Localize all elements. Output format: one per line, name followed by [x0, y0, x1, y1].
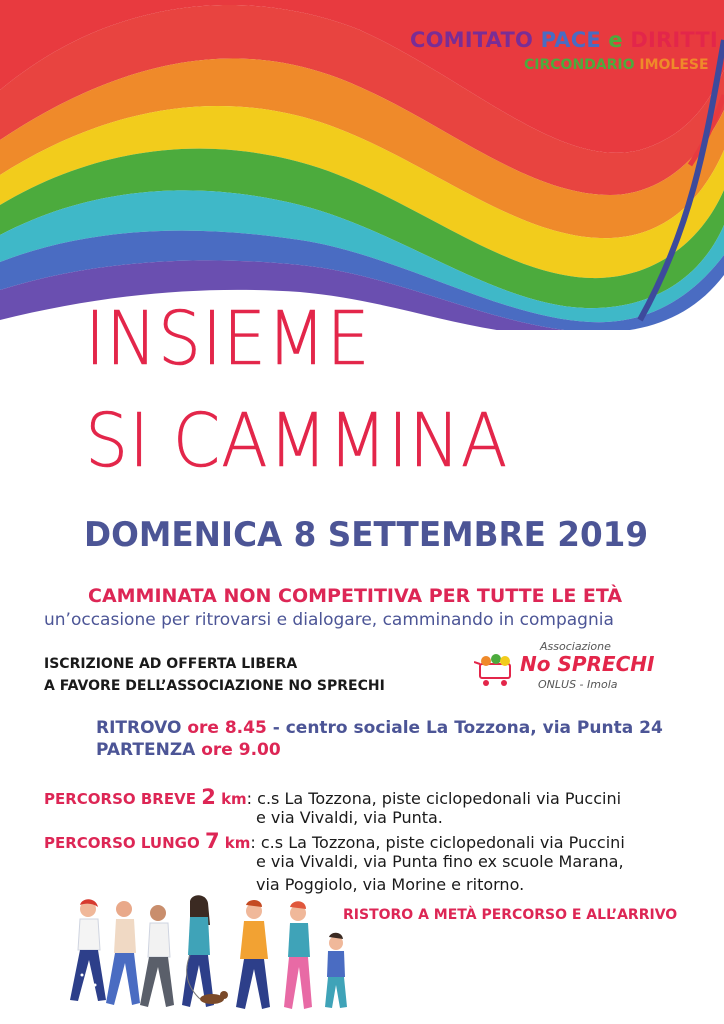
org-word-diritti: DIRITTI: [630, 28, 718, 52]
title-line-2: SI CAMMINA: [85, 398, 509, 484]
partenza-time: ore 9.00: [201, 740, 281, 760]
event-date: DOMENICA 8 SETTEMBRE 2019: [84, 515, 649, 555]
route-long-unit: km: [224, 834, 251, 852]
title-line-1: INSIEME: [85, 296, 371, 382]
org-word-e: e: [608, 28, 623, 52]
route-long-km: 7: [204, 829, 220, 853]
walker-woman-grey: [140, 905, 174, 1007]
subtitle-secondary: un’occasione per ritrovarsi e dialogare, camminando in compagnia: [44, 610, 614, 630]
route-short-label: PERCORSO BREVE: [44, 790, 196, 808]
partenza-line: [96, 740, 281, 760]
ritrovo-label: RITROVO: [96, 718, 182, 738]
route-short-unit: km: [221, 790, 247, 808]
walker-woman-pink: [284, 901, 312, 1009]
org-word-pace: PACE: [540, 28, 601, 52]
route-long-desc-2: e via Vivaldi, via Punta fino ex scuole Marana,: [256, 852, 624, 871]
route-short-km: 2: [201, 785, 216, 809]
route-long-desc-1: : c.s La Tozzona, piste ciclopedonali via Puccini: [250, 833, 625, 852]
walker-woman-teal: [182, 895, 228, 1007]
org-subtitle: [524, 57, 709, 73]
route-short-desc-1: : c.s La Tozzona, piste ciclopedonali via Puccini: [246, 789, 622, 808]
org-word-circondario: CIRCONDARIO: [524, 57, 635, 73]
route-long-label: PERCORSO LUNGO: [44, 834, 200, 852]
org-word-imolese: IMOLESE: [639, 57, 709, 73]
ritrovo-place: - centro sociale La Tozzona, via Punta 24: [272, 718, 663, 738]
ritrovo-time: ore 8.45: [187, 718, 267, 738]
logo-top-text: Associazione: [540, 640, 611, 653]
walker-child: [325, 933, 347, 1008]
route-long: [44, 829, 625, 853]
walker-man-blue: [106, 901, 140, 1005]
route-short: [44, 785, 621, 809]
walking-people-illustration: [40, 895, 360, 1015]
ritrovo-line: [96, 718, 663, 738]
org-word-comitato: COMITATO: [410, 28, 534, 52]
org-name: [410, 28, 718, 52]
ristoro-note: RISTORO A METÀ PERCORSO E ALL’ARRIVO: [343, 907, 678, 923]
registration-line-1: ISCRIZIONE AD OFFERTA LIBERA: [44, 656, 298, 672]
no-sprechi-logo: [474, 640, 655, 696]
logo-name: No SPRECHI: [520, 652, 655, 676]
registration-line-2: A FAVORE DELL’ASSOCIAZIONE NO SPRECHI: [44, 678, 385, 694]
route-long-desc-3: via Poggiolo, via Morine e ritorno.: [256, 875, 525, 894]
route-short-desc-2: e via Vivaldi, via Punta.: [256, 808, 443, 827]
food-cart-icon: [474, 650, 518, 690]
logo-bottom-text: ONLUS - Imola: [538, 678, 618, 691]
subtitle-main: CAMMINATA NON COMPETITIVA PER TUTTE LE ETÀ: [88, 585, 623, 607]
partenza-label: PARTENZA: [96, 740, 196, 760]
walker-man-orange: [236, 900, 270, 1009]
walker-woman-red-hair: [70, 899, 106, 1001]
